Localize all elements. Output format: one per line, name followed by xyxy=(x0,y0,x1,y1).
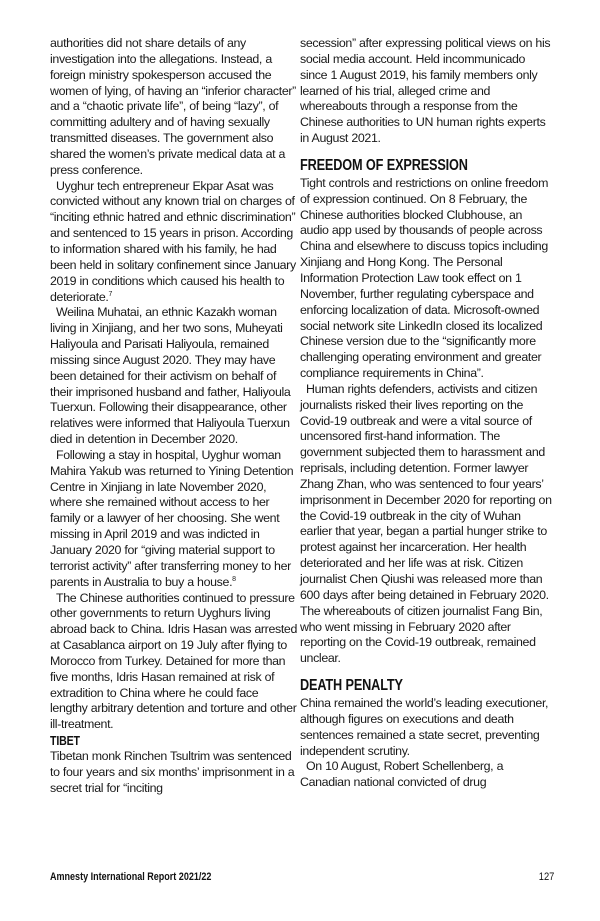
paragraph-text: Human rights defenders, activists and citizen journalists risked their lives reporting on the Covid-19 outbreak and were a vital source of uncensored first-hand information. The government subjected them to harassment and reprisals, including detention. Former lawyer Zhang Zhan, who was sentenced to four years’ imprisonment in December 2020 for reporting on the Covid-19 outbreak in the city of Wuhan earlier that year, began a partial hunger strike to protest against her incarceration. Her health deteriorated and her life was at risk. Citizen journalist Chen Qiushi was released more than 600 days after being detained in February 2020. The whereabouts of citizen journalist Fang Bin, who went missing in February 2020 after reporting on the Covid-19 outbreak, remained unclear. xyxy=(300,381,552,666)
paragraph xyxy=(300,696,552,759)
paragraph xyxy=(300,759,552,791)
paragraph-text: Tight controls and restrictions on online freedom of expression continued. On 8 February, the Chinese authorities blocked Clubhouse, an audio app used by thousands of people across China and elsewhere to discuss topics including Xinjiang and Hong Kong. The Personal Information Protection Law took effect on 1 November, further regulating cyberspace and enforcing localization of data. Microsoft-owned social network site LinkedIn closed its localized Chinese version due to the “significantly more challenging operating environment and greater compliance requirements in China”. xyxy=(300,175,549,381)
paragraph xyxy=(50,749,298,797)
paragraph-text: The Chinese authorities continued to pressure other governments to return Uyghurs living abroad back to China. Idris Hasan was arrested at Casablanca airport on 19 July after flying to Morocco from Turkey. Detained for more than five months, Idris Hasan remained at risk of extradition to China where he could face lengthy arbitrary detention and torture and other ill-treatment. xyxy=(50,590,298,732)
subheading-tibet: TIBET xyxy=(50,734,80,749)
paragraph xyxy=(50,36,298,179)
paragraph-text: Following a stay in hospital, Uyghur woman Mahira Yakub was returned to Yining Detention Centre in Xinjiang in late November 2020, where she remained without access to her family or a lawyer of her choosing. She went missing in April 2019 and was indicted in January 2020 for “giving material support to terrorist activity” after transferring money to her parents in Australia to buy a house. xyxy=(50,447,294,589)
left-column xyxy=(50,36,298,797)
paragraph-text: Tibetan monk Rinchen Tsultrim was sentenced to four years and six months’ imprisonment in a secret trial for “inciting xyxy=(50,749,295,795)
page-number: 127 xyxy=(538,871,554,883)
right-column xyxy=(300,36,552,791)
paragraph xyxy=(300,176,552,382)
section-heading-death-penalty: DEATH PENALTY xyxy=(300,677,403,695)
paragraph xyxy=(300,382,552,667)
paragraph-text: secession” after expressing political views on his social media account. Held incommunicado since 1 August 2019, his family members only learned of his trial, alleged crime and whereabouts through a response from the Chinese authorities to UN human rights experts in August 2021. xyxy=(300,36,551,146)
paragraph xyxy=(50,179,298,306)
paragraph-text: On 10 August, Robert Schellenberg, a Canadian national convicted of drug xyxy=(300,759,504,790)
paragraph xyxy=(50,591,298,734)
footnote-marker[interactable]: 8 xyxy=(232,575,236,583)
section-heading-freedom-of-expression: FREEDOM OF EXPRESSION xyxy=(300,156,468,174)
paragraph-text: authorities did not share details of any investigation into the allegations. Instead, a foreign ministry spokesperson accused the women of lying, of having an “inferior character” and a “chaotic private life”, of being “lazy”, of committing adultery and of having sexually transmitted diseases. The government also shared the women’s private medical data at a press conference. xyxy=(50,36,296,177)
paragraph xyxy=(50,305,298,448)
paragraph-text: Weilina Muhatai, an ethnic Kazakh woman living in Xinjiang, and her two sons, Muheyati Haliyoula and Parisati Haliyoula, remained missing since August 2020. They may have been detained for their activism on behalf of their imprisoned husband and father, Haliyoula Tuerxun. Following their disappearance, other relatives were informed that Haliyoula Tuerxun died in detention in December 2020. xyxy=(50,305,291,447)
paragraph-text: Uyghur tech entrepreneur Ekpar Asat was convicted without any known trial on charges of “inciting ethnic hatred and ethnic discrimination” and sentenced to 15 years in prison. According to information shared with his family, he had been held in solitary confinement since January 2019 in conditions which caused his health to deteriorate. xyxy=(50,178,296,304)
paragraph xyxy=(50,448,298,591)
paragraph-text: China remained the world’s leading executioner, although figures on executions and death sentences remained a state secret, preventing independent scrutiny. xyxy=(300,696,549,758)
footnote-marker[interactable]: 7 xyxy=(108,290,113,298)
paragraph xyxy=(300,36,552,147)
publication-title: Amnesty International Report 2021/22 xyxy=(50,871,212,883)
